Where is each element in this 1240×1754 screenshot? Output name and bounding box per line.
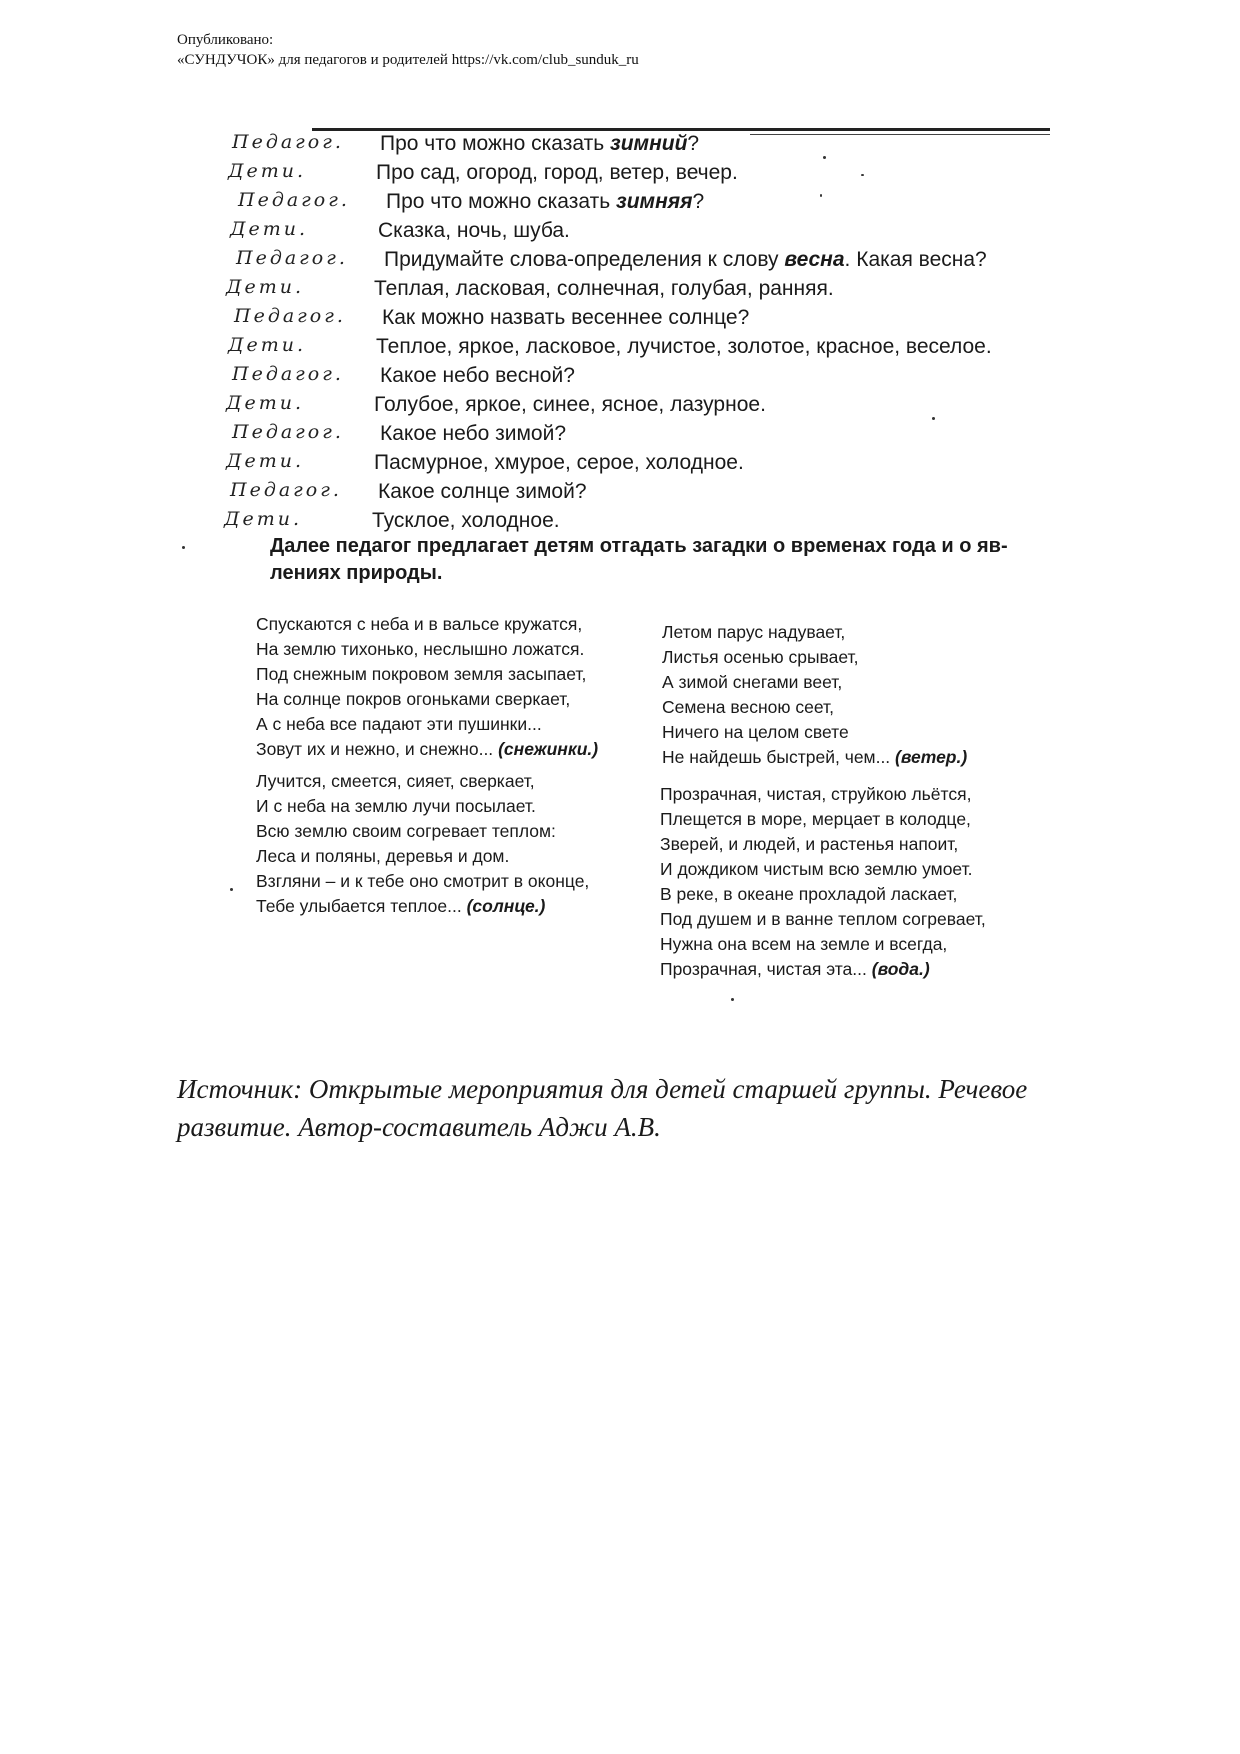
riddle-line: Спускаются с неба и в вальсе кружатся, [256, 614, 583, 634]
utterance-text: Голубое, яркое, синее, ясное, лазурное. [374, 393, 766, 416]
riddle-line-text: Прозрачная, чистая эта... [660, 959, 867, 979]
scan-speck [932, 417, 935, 420]
intro-paragraph [270, 533, 1030, 587]
riddle-line: В реке, в океане прохладой ласкает, [660, 884, 958, 904]
utterance-text: Сказка, ночь, шуба. [378, 219, 570, 242]
emphasized-word: зимняя [616, 190, 693, 213]
utterance-text: Про что можно сказать [386, 190, 616, 213]
dialog-line [220, 189, 1060, 218]
emphasized-word: зимний [610, 132, 688, 155]
scan-speck [731, 998, 734, 1001]
riddle-answer: (солнце.) [466, 896, 546, 916]
utterance-text: Про сад, огород, город, ветер, вечер. [376, 161, 738, 184]
riddle-last-line [660, 957, 986, 982]
speaker-label: Педагог. [232, 421, 344, 443]
emphasized-word: весна [784, 248, 845, 271]
riddle-line: И с неба на землю лучи посылает. [256, 796, 536, 816]
riddle-last-line [662, 745, 967, 770]
utterance [384, 248, 987, 272]
citation-line: развитие. Автор-составитель Аджи А.В. [177, 1112, 661, 1142]
intro-line: Далее педагог предлагает детям отгадать загадки о временах года и о яв- [270, 535, 1008, 557]
riddle-line-text: Зовут их и нежно, и снежно... [256, 739, 494, 759]
scanned-page [220, 118, 1060, 1018]
source-citation [177, 1070, 1117, 1146]
riddle-line: Листья осенью срывает, [662, 647, 859, 667]
riddle-last-line [256, 737, 598, 762]
dialog-line [220, 160, 1060, 189]
riddle-sun [256, 769, 589, 919]
utterance-text: Пасмурное, хмурое, серое, холодное. [374, 451, 744, 474]
riddle-line: А зимой снегами веет, [662, 672, 843, 692]
riddle-line: И дождиком чистым всю землю умоет. [660, 859, 973, 879]
dialog-line [220, 131, 1060, 160]
speaker-label: Дети. [228, 160, 306, 182]
dialog [220, 131, 1060, 537]
riddle-water [660, 782, 986, 982]
utterance-text-end: ? [692, 190, 705, 213]
riddle-line: Под душем и в ванне теплом согревает, [660, 909, 986, 929]
scan-speck [182, 546, 185, 549]
utterance [380, 132, 699, 156]
utterance [382, 306, 749, 330]
utterance [378, 219, 570, 243]
utterance [374, 393, 766, 417]
utterance [376, 161, 738, 185]
speaker-label: Педагог. [234, 305, 346, 327]
riddle-line: Прозрачная, чистая, струйкою льётся, [660, 784, 972, 804]
dialog-line [220, 421, 1060, 450]
riddle-line: Под снежным покровом земля засыпает, [256, 664, 587, 684]
utterance [372, 509, 560, 533]
utterance [374, 277, 834, 301]
header-published-label: Опубликовано: [177, 32, 274, 48]
scan-speck [230, 888, 233, 891]
utterance-text: Про что можно сказать [380, 132, 610, 155]
riddle-line: Ничего на целом свете [662, 722, 849, 742]
utterance-text: Тусклое, холодное. [372, 509, 560, 532]
utterance-text: Придумайте слова-определения к слову [384, 248, 785, 271]
speaker-label: Педагог. [238, 189, 350, 211]
speaker-label: Дети. [230, 218, 308, 240]
utterance-text: Как можно назвать весеннее солнце? [382, 306, 750, 329]
utterance-text: Теплое, яркое, ласковое, лучистое, золотое, красное, веселое. [376, 335, 992, 358]
riddle-line: Всю землю своим согревает теплом: [256, 821, 556, 841]
dialog-line [220, 334, 1060, 363]
dialog-line [220, 218, 1060, 247]
riddle-line: Семена весною сеет, [662, 697, 834, 717]
dialog-line [220, 479, 1060, 508]
riddle-answer: (вода.) [871, 959, 930, 979]
riddle-line: Летом парус надувает, [662, 622, 846, 642]
riddle-line: Нужна она всем на земле и всегда, [660, 934, 948, 954]
riddle-line: Плещется в море, мерцает в колодце, [660, 809, 971, 829]
riddle-line-text: Тебе улыбается теплое... [256, 896, 462, 916]
dialog-line [220, 363, 1060, 392]
dialog-line [220, 305, 1060, 334]
utterance [380, 422, 566, 446]
dialog-line [220, 247, 1060, 276]
speaker-label: Дети. [224, 508, 302, 530]
riddle-answer: (снежинки.) [498, 739, 599, 759]
dialog-line [220, 450, 1060, 479]
utterance-text: Какое солнце зимой? [378, 480, 587, 503]
riddle-line: Лучится, смеется, сияет, сверкает, [256, 771, 535, 791]
riddle-wind [662, 620, 967, 770]
speaker-label: Дети. [226, 276, 304, 298]
scan-speck [823, 156, 826, 159]
speaker-label: Дети. [226, 392, 304, 414]
speaker-label: Дети. [228, 334, 306, 356]
riddle-line: На землю тихонько, неслышно ложатся. [256, 639, 585, 659]
riddle-snowflakes [256, 612, 598, 762]
scan-speck [861, 174, 864, 176]
speaker-label: Педагог. [230, 479, 342, 501]
header-source-line: «СУНДУЧОК» для педагогов и родителей https://vk.com/club_sunduk_ru [177, 52, 639, 68]
riddle-line: Зверей, и людей, и растенья напоит, [660, 834, 959, 854]
intro-line: лениях природы. [270, 562, 443, 584]
utterance-text-end: ? [687, 132, 700, 155]
riddle-line: А с неба все падают эти пушинки... [256, 714, 542, 734]
riddle-answer: (ветер.) [895, 747, 968, 767]
speaker-label: Педагог. [232, 363, 344, 385]
utterance-text: Какое небо весной? [380, 364, 575, 387]
utterance [380, 364, 575, 388]
utterance-text-end: . Какая весна? [844, 248, 987, 271]
riddle-last-line [256, 894, 589, 919]
citation-line: Источник: Открытые мероприятия для детей старшей группы. Речевое [177, 1074, 1028, 1104]
riddle-line: Леса и поляны, деревья и дом. [256, 846, 510, 866]
riddle-line: На солнце покров огоньками сверкает, [256, 689, 571, 709]
dialog-line [220, 276, 1060, 305]
utterance [386, 190, 704, 214]
speaker-label: Дети. [226, 450, 304, 472]
utterance-text: Теплая, ласковая, солнечная, голубая, ранняя. [374, 277, 834, 300]
riddle-line: Взгляни – и к тебе оно смотрит в оконце, [256, 871, 590, 891]
utterance [376, 335, 992, 359]
utterance [374, 451, 744, 475]
utterance [378, 480, 587, 504]
speaker-label: Педагог. [236, 247, 348, 269]
utterance-text: Какое небо зимой? [380, 422, 566, 445]
scan-speck [820, 194, 822, 197]
publication-header [177, 30, 639, 70]
speaker-label: Педагог. [232, 131, 344, 153]
riddle-line-text: Не найдешь быстрей, чем... [662, 747, 891, 767]
